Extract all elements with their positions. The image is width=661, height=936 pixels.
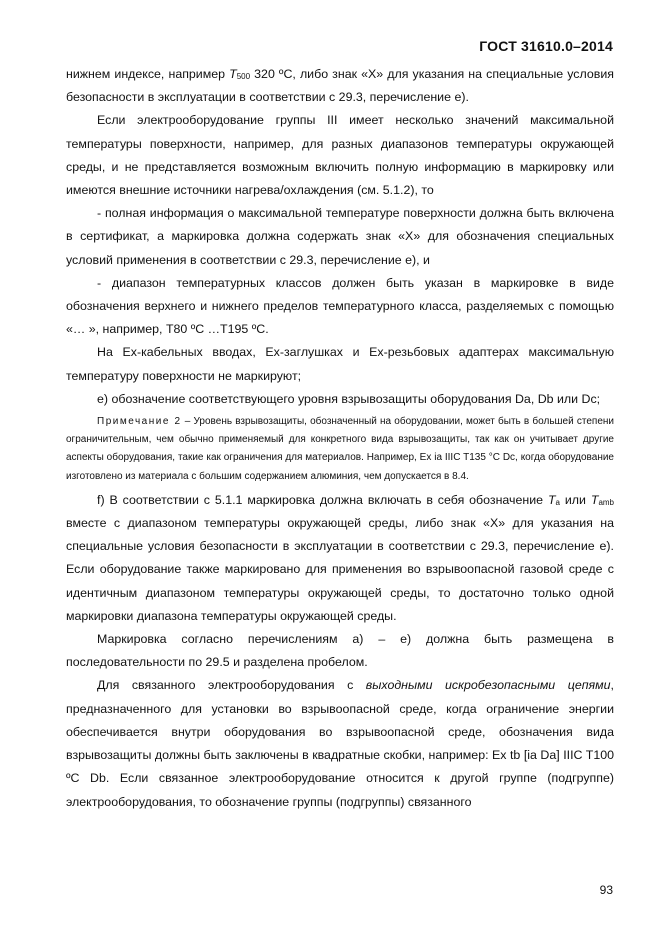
paragraph-4: - диапазон температурных классов должен быть указан в маркировке в виде обозначения верхнего и нижнего пределов температурного класса, разделяемых с помощью «… », например, T80 ºC …T195 ºC.	[66, 275, 614, 337]
italic-term: выходными искробезопасными цепями	[365, 678, 611, 693]
paragraph-8: Маркировка согласно перечислениям а) – е) должна быть размещена в последовательности по 29.5 и разделена пробелом.	[66, 632, 614, 670]
text: , предназначенного для установки во взрывоопасной среде, когда ограничение энергии обеспечивается внутри оборудования во взрывоопасной среде, обозначения вида взрывозащиты должны быть заключены в квадратные скобки, например: Ex tb [ia Da] IIIC T100 ºC Db. Если связанное электрооборудование относится к другой группе (подгруппе) электрооборудования, то обозначение группы (подгруппы) связанного	[66, 678, 614, 809]
note-text: – Уровень взрывозащиты, обозначенный на оборудовании, может быть в большей степени ограничительным, чем обычно применяемый для конкретного вида взрывозащиты, так как он учитывает другие аспекты оборудования, такие как ограничения для материалов. Например, Ex ia IIIC T135 °C Dc, когда оборудование изготовлено из материала с большим содержанием алюминия, чем допускается в 8.4.	[66, 416, 614, 482]
text: f) В соответствии с 5.1.1 маркировка должна включать в себя обозначение	[97, 492, 548, 507]
paragraph-5: На Ex-кабельных вводах, Ex-заглушках и Ex-резьбовых адаптерах максимальную температуру поверхности не маркируют;	[66, 345, 614, 383]
paragraph-2: Если электрооборудование группы III имеет несколько значений максимальной температуры поверхности, например, для разных диапазонов температуры окружающей среды, и не представляется возможным включить полную информацию в маркировку или имеются внешние источники нагрева/охлаждения (см. 5.1.2), то	[66, 113, 614, 198]
subscript: a	[555, 497, 560, 507]
paragraph-9	[66, 674, 614, 813]
note-label: Примечание 2	[97, 416, 182, 428]
text: вместе с диапазоном температуры окружающей среды, либо знак «X» для указания на специальные условия безопасности в эксплуатации в соответствии с 29.3, перечисление е). Если оборудование также маркировано для применения во взрывоопасной газовой среде с идентичным диапазоном температуры окружающей среды, то достаточно только одной маркировки диапазона температуры окружающей среды.	[66, 516, 614, 623]
symbol-t: T	[590, 492, 599, 507]
paragraph-6: е) обозначение соответствующего уровня взрывозащиты оборудования Da, Db или Dc;	[97, 391, 601, 406]
paragraph-7	[66, 489, 614, 628]
document-body	[66, 63, 614, 814]
note-2	[66, 413, 614, 486]
page-number: 93	[599, 883, 613, 897]
subscript: amb	[598, 497, 614, 507]
text: нижнем индексе, например	[66, 67, 230, 81]
symbol-t: T	[229, 67, 237, 81]
text: или	[559, 492, 591, 507]
paragraph-1	[66, 63, 614, 109]
paragraph-3: - полная информация о максимальной температуре поверхности должна быть включена в сертификат, а маркировка должна содержать знак «X» для обозначения специальных условий применения в соответствии с 29.3, перечисление е), и	[66, 206, 614, 267]
symbol-t: T	[547, 492, 556, 507]
document-header: ГОСТ 31610.0–2014	[479, 38, 613, 54]
subscript: 500	[236, 72, 251, 81]
text: Для связанного электрооборудования с	[97, 678, 366, 693]
text: 320 ºC, либо знак «X» для указания на специальные условия безопасности в эксплуатации в соответствии с 29.3, перечисление е).	[66, 67, 614, 105]
